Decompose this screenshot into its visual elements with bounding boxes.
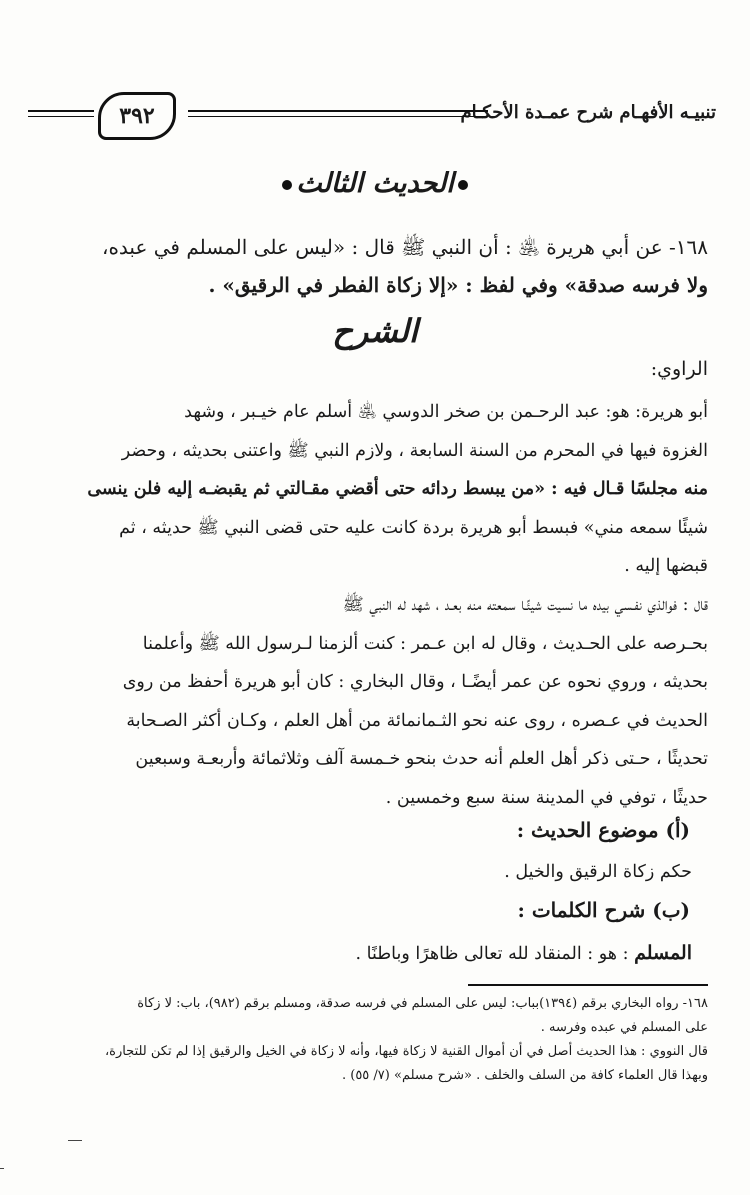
paragraph-line: الحديث في عـصره ، روى عنه نحو الثـمانمائة من أهل العلم ، وكـان أكثر الصـحابة: [126, 710, 708, 731]
header-rule-left-thin: [28, 116, 94, 117]
scan-mark: [0, 1168, 4, 1169]
paragraph-line: منه مجلسًا قـال فيه : «من يبسط ردائه حتى أقضي مقـالتي ثم يقبضـه إليه فلن ينسى: [87, 479, 708, 499]
topic-text: حكم زكاة الرقيق والخيل .: [504, 862, 692, 882]
paragraph-line: قال : فوالذي نفـسي بيده ما نسيت شيئًـا سمعته منه بعـد ، شهد له النبي ﷺ: [342, 595, 708, 615]
header-rule-left: [28, 110, 94, 112]
topic-heading: (أ) موضوع الحديث :: [516, 818, 690, 842]
header-rule-middle: [188, 110, 488, 112]
book-title: تنبيـه الأفهـام شرح عمـدة الأحكـام: [460, 102, 716, 123]
hadith-heading-text: الحديث الثالث: [296, 168, 454, 199]
footnotes: [40, 992, 708, 1088]
paragraph-line: شيئًا سمعه مني» فبسط أبو هريرة بردة كانت عليه حتى قضى النبي ﷺ حديثه ، ثم: [119, 517, 708, 538]
footnote-line: قال النووي : هذا الحديث أصل في أن أموال القنية لا زكاة فيها، وأنه لا زكاة في الخيل والرقيق إذا لم تكن للتجارة،: [104, 1044, 708, 1059]
sharh-heading: الشرح: [332, 312, 418, 350]
header-rule-middle-thin: [188, 116, 488, 117]
word-definition: [356, 942, 692, 964]
hadith-text: [40, 228, 708, 304]
paragraph-line: الغزوة فيها في المحرم من السنة السابعة ، ولازم النبي ﷺ واعتنى بحديثه ، وحضر: [121, 440, 708, 461]
footnote-line: ١٦٨- رواه البخاري برقم (١٣٩٤)بباب: ليس على المسلم في فرسه صدقة، ومسلم برقم (٩٨٢)، باب: لا زكاة: [137, 996, 708, 1011]
paragraph-line: بحـرصه على الحـديث ، وقال له ابن عـمر : كنت ألزمنا لـرسول الله ﷺ وأعلمنا: [142, 633, 708, 654]
bullet-icon: [282, 180, 292, 190]
word-def: : هو : المنقاد لله تعالى ظاهرًا وباطنًا .: [355, 944, 629, 964]
hadith-line: ١٦٨- عن أبي هريرة ﵁ : أن النبي ﷺ قال : «ليس على المسلم في عبده،: [101, 235, 708, 259]
saying-paragraph: [40, 586, 708, 817]
paragraph-line: حديثًا ، توفي في المدينة سنة سبع وخمسين .: [385, 787, 708, 808]
page-header: [28, 88, 716, 146]
scan-mark: [68, 1140, 82, 1141]
bullet-icon: [458, 180, 468, 190]
page-number: ٣٩٢: [98, 92, 176, 140]
footnote-line: على المسلم في عبده وفرسه .: [540, 1020, 708, 1035]
paragraph-line: قبضها إليه .: [624, 556, 708, 576]
narrator-paragraph: [40, 393, 708, 586]
footnote-rule: [468, 984, 708, 986]
paragraph-line: بحديثه ، وروي نحوه عن عمر أيضًـا ، وقال البخاري : كان أبو هريرة أحفظ من روى: [122, 672, 708, 692]
hadith-heading: [0, 168, 750, 199]
words-heading: (ب) شرح الكلمات :: [517, 898, 690, 922]
hadith-line: ولا فرسه صدقة» وفي لفظ : «إلا زكاة الفطر في الرقيق» .: [208, 273, 708, 297]
narrator-label: الراوي:: [650, 358, 708, 380]
footnote-line: وبهذا قال العلماء كافة من السلف والخلف . «شرح مسلم» (٧/ ٥٥) .: [341, 1068, 708, 1083]
word-term: المسلم: [634, 942, 692, 964]
paragraph-line: أبو هريرة: هو: عبد الرحـمن بن صخر الدوسي ﵁ أسلم عام خيـبر ، وشهد: [184, 402, 708, 422]
paragraph-line: تحديثًا ، حـتى ذكر أهل العلم أنه حدث بنحو خـمسة آلف وثلاثمائة وأربعـة وسبعين: [135, 749, 708, 769]
